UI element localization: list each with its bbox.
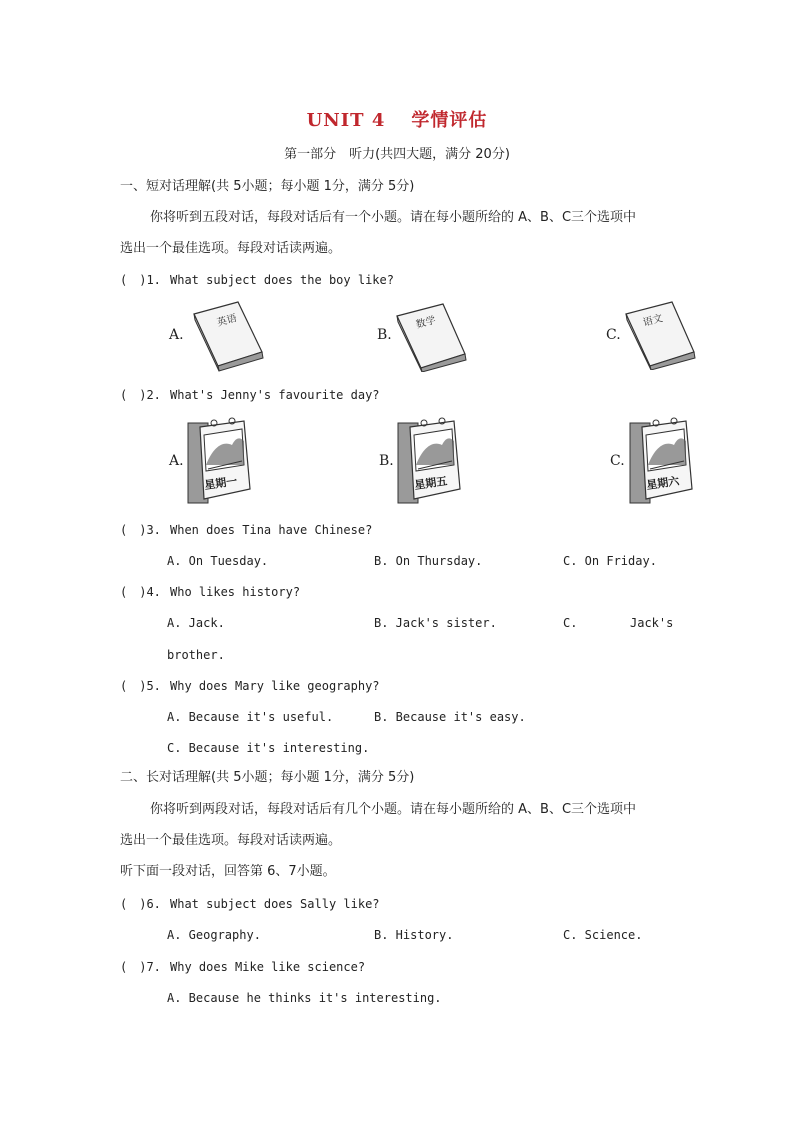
calendar-saturday-image <box>626 415 698 507</box>
book-label-c: 语文 <box>641 313 665 329</box>
english-book-image <box>188 300 268 372</box>
q5-option-c: C. Because it's interesting. <box>167 741 370 755</box>
q4-option-c-letter: C. <box>563 616 578 630</box>
q1-option-b-label: B. <box>377 327 392 343</box>
section2-heading: 二、长对话理解(共 5小题；每小题 1分，满分 5分) <box>120 770 415 785</box>
q3-option-b: B. On Thursday. <box>374 554 483 568</box>
q3-option-c: C. On Friday. <box>563 554 657 568</box>
q1-option-c-label: C. <box>606 327 621 343</box>
q1-number: ( )1. <box>120 273 161 287</box>
q3-option-a: A. On Tuesday. <box>167 554 269 568</box>
q1-option-a-label: A. <box>169 327 184 343</box>
q1-text: What subject does the boy like? <box>170 273 394 287</box>
calendar-label-a: 星期一 <box>203 474 239 492</box>
q5-number: ( )5. <box>120 679 161 693</box>
q6-option-b: B. History. <box>374 928 454 942</box>
part-heading: 第一部分 听力(共四大题，满分 20分) <box>284 147 510 162</box>
q2-text: What's Jenny's favourite day? <box>170 388 380 402</box>
unit-label: UNIT 4 <box>306 110 386 131</box>
book-label-a: 英语 <box>215 313 239 329</box>
q4-text: Who likes history? <box>170 585 301 599</box>
q6-number: ( )6. <box>120 897 161 911</box>
section2-intro-line2: 选出一个最佳选项。每段对话读两遍。 <box>120 833 342 848</box>
q3-number: ( )3. <box>120 523 161 537</box>
q4-option-b: B. Jack's sister. <box>374 616 497 630</box>
q2-number: ( )2. <box>120 388 161 402</box>
q4-option-c-wrap: brother. <box>167 648 225 662</box>
q4-option-a: A. Jack. <box>167 616 225 630</box>
q3-text: When does Tina have Chinese? <box>170 523 373 537</box>
q5-text: Why does Mary like geography? <box>170 679 380 693</box>
section1-intro-line1: 你将听到五段对话，每段对话后有一个小题。请在每小题所给的 A、B、C三个选项中 <box>150 210 637 225</box>
q7-text: Why does Mike like science? <box>170 960 366 974</box>
q4-option-c-text: Jack's <box>630 616 674 630</box>
q6-text: What subject does Sally like? <box>170 897 380 911</box>
section1-heading: 一、短对话理解(共 5小题；每小题 1分，满分 5分) <box>120 179 415 194</box>
q2-option-c-label: C. <box>610 453 625 469</box>
calendar-friday-image <box>394 415 466 507</box>
q6-option-c: C. Science. <box>563 928 643 942</box>
q5-option-b: B. Because it's easy. <box>374 710 526 724</box>
calendar-label-b: 星期五 <box>413 474 449 492</box>
q7-option-a: A. Because he thinks it's interesting. <box>167 991 442 1005</box>
section2-intro-line1: 你将听到两段对话，每段对话后有几个小题。请在每小题所给的 A、B、C三个选项中 <box>150 802 637 817</box>
book-label-b: 数学 <box>414 315 438 331</box>
title-label: 学情评估 <box>411 110 488 131</box>
section1-intro-line2: 选出一个最佳选项。每段对话读两遍。 <box>120 241 342 256</box>
page-title <box>0 106 794 132</box>
math-book-image <box>393 300 473 372</box>
chinese-book-image <box>622 298 702 370</box>
q7-number: ( )7. <box>120 960 161 974</box>
section2-intro-line3: 听下面一段对话，回答第 6、7小题。 <box>120 864 336 879</box>
q5-option-a: A. Because it's useful. <box>167 710 334 724</box>
q2-option-b-label: B. <box>379 453 394 469</box>
q6-option-a: A. Geography. <box>167 928 261 942</box>
calendar-label-c: 星期六 <box>645 474 681 492</box>
q4-number: ( )4. <box>120 585 161 599</box>
q2-option-a-label: A. <box>169 453 184 469</box>
calendar-monday-image <box>184 415 256 507</box>
